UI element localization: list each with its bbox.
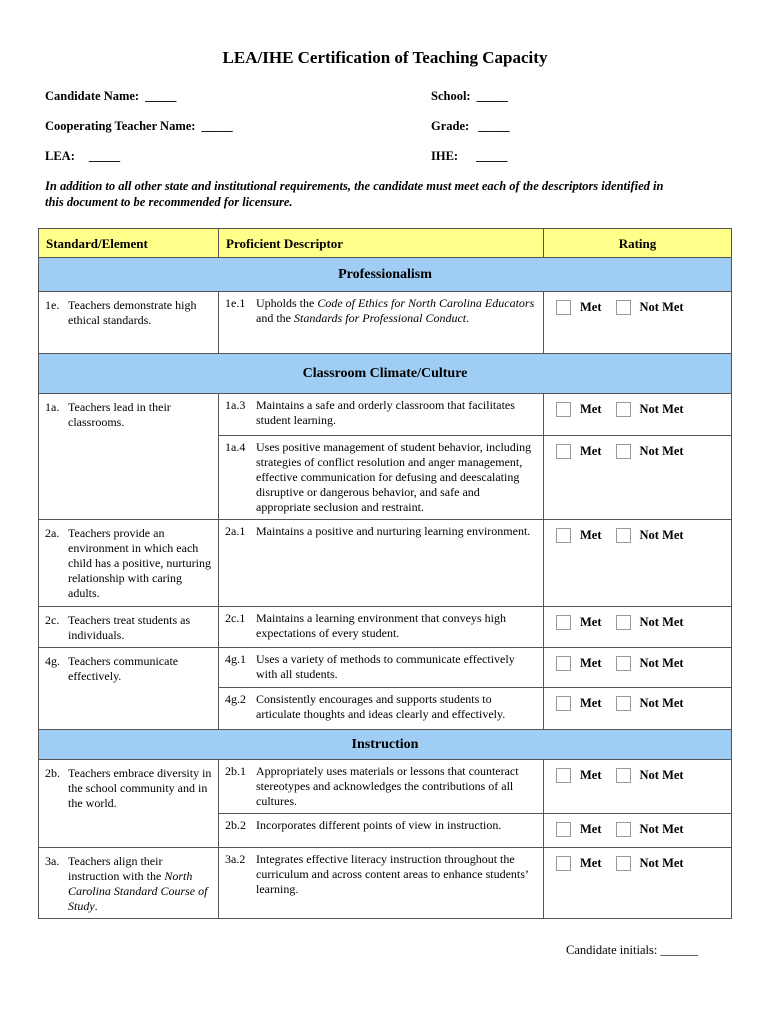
section-climate bbox=[39, 354, 732, 394]
met-label: Met bbox=[580, 300, 602, 314]
descriptor-header: Proficient Descriptor bbox=[219, 229, 544, 258]
rating-cell bbox=[544, 760, 732, 814]
cooperating-teacher-label: Cooperating Teacher Name: bbox=[45, 119, 196, 133]
not-met-label: Not Met bbox=[639, 300, 684, 314]
descriptor-text: Maintains a learning environment that conveys high expectations of every student. bbox=[256, 611, 506, 640]
candidate-name-field bbox=[45, 89, 176, 104]
not-met-label: Not Met bbox=[639, 444, 684, 458]
standard-text: Teachers align their instruction with the North Carolina Standard Course of Study. bbox=[68, 854, 208, 913]
descriptor-text: Consistently encourages and supports students to articulate thoughts and ideas clearly and effectively. bbox=[256, 692, 506, 721]
standard-code: 2b. bbox=[45, 766, 60, 780]
met-checkbox[interactable] bbox=[556, 615, 571, 630]
descriptor-code: 1e.1 bbox=[225, 296, 246, 310]
not-met-checkbox[interactable] bbox=[616, 696, 631, 711]
section-title: Professionalism bbox=[39, 258, 732, 292]
school-input[interactable]: _____ bbox=[476, 89, 508, 103]
standard-cell bbox=[39, 760, 219, 848]
met-checkbox[interactable] bbox=[556, 528, 571, 543]
initials-input[interactable]: ______ bbox=[660, 943, 698, 957]
standard-code: 2c. bbox=[45, 613, 60, 627]
descriptor-cell bbox=[219, 607, 544, 648]
table-row bbox=[39, 760, 732, 814]
not-met-label: Not Met bbox=[639, 402, 684, 416]
not-met-checkbox[interactable] bbox=[616, 300, 631, 315]
standard-text: Teachers treat students as individuals. bbox=[68, 613, 191, 642]
ihe-label: IHE: bbox=[431, 149, 459, 163]
table-row bbox=[39, 292, 732, 354]
standard-text: Teachers provide an environment in which each child has a positive, nurturing relationship with caring adults. bbox=[68, 526, 211, 600]
lea-input[interactable]: _____ bbox=[88, 149, 121, 163]
table-row bbox=[39, 648, 732, 688]
descriptor-code: 4g.1 bbox=[225, 652, 246, 666]
cooperating-teacher-input[interactable]: _____ bbox=[201, 119, 233, 133]
rating-cell bbox=[544, 292, 732, 354]
not-met-checkbox[interactable] bbox=[616, 656, 631, 671]
standard-code: 3a. bbox=[45, 854, 60, 868]
school-field bbox=[431, 89, 508, 104]
not-met-label: Not Met bbox=[639, 615, 684, 629]
descriptor-cell bbox=[219, 436, 544, 520]
section-instruction bbox=[39, 730, 732, 760]
standard-cell bbox=[39, 848, 219, 919]
standard-text: Teachers lead in their classrooms. bbox=[68, 400, 171, 429]
rating-cell bbox=[544, 436, 732, 520]
descriptor-code: 3a.2 bbox=[225, 852, 246, 866]
met-checkbox[interactable] bbox=[556, 696, 571, 711]
standard-cell bbox=[39, 394, 219, 520]
rating-cell bbox=[544, 814, 732, 848]
standard-cell bbox=[39, 292, 219, 354]
met-checkbox[interactable] bbox=[556, 402, 571, 417]
cooperating-teacher-field bbox=[45, 119, 233, 134]
table-row bbox=[39, 848, 732, 919]
met-checkbox[interactable] bbox=[556, 300, 571, 315]
met-label: Met bbox=[580, 528, 602, 542]
descriptor-code: 2c.1 bbox=[225, 611, 246, 625]
standard-code: 1a. bbox=[45, 400, 60, 414]
descriptor-cell bbox=[219, 292, 544, 354]
descriptor-code: 2a.1 bbox=[225, 524, 246, 538]
grade-label: Grade: bbox=[431, 119, 470, 133]
met-label: Met bbox=[580, 402, 602, 416]
descriptor-code: 2b.2 bbox=[225, 818, 246, 832]
descriptor-cell bbox=[219, 760, 544, 814]
table-row bbox=[39, 520, 732, 607]
descriptor-text: Maintains a safe and orderly classroom that facilitates student learning. bbox=[256, 398, 515, 427]
not-met-checkbox[interactable] bbox=[616, 402, 631, 417]
rating-cell bbox=[544, 648, 732, 688]
not-met-label: Not Met bbox=[639, 696, 684, 710]
met-label: Met bbox=[580, 656, 602, 670]
met-label: Met bbox=[580, 768, 602, 782]
standard-cell bbox=[39, 648, 219, 730]
met-label: Met bbox=[580, 696, 602, 710]
descriptor-text: Maintains a positive and nurturing learning environment. bbox=[256, 524, 531, 538]
not-met-label: Not Met bbox=[639, 528, 684, 542]
not-met-checkbox[interactable] bbox=[616, 856, 631, 871]
not-met-label: Not Met bbox=[639, 822, 684, 836]
met-label: Met bbox=[580, 822, 602, 836]
not-met-label: Not Met bbox=[639, 768, 684, 782]
school-label: School: bbox=[431, 89, 471, 103]
descriptor-code: 2b.1 bbox=[225, 764, 246, 778]
lea-field bbox=[45, 149, 120, 164]
rating-cell bbox=[544, 394, 732, 436]
section-professionalism bbox=[39, 258, 732, 292]
standard-code: 4g. bbox=[45, 654, 60, 668]
met-label: Met bbox=[580, 856, 602, 870]
grade-input[interactable]: _____ bbox=[478, 119, 510, 133]
not-met-label: Not Met bbox=[639, 656, 684, 670]
met-label: Met bbox=[580, 444, 602, 458]
descriptor-text: Uses positive management of student behavior, including strategies of conflict resolution and anger management, effective communication for defusing and deescalating disruptive or dangerous behavior, and safe and appropriate seclusion and restraint. bbox=[256, 440, 532, 514]
section-title: Instruction bbox=[39, 730, 732, 760]
page-title: LEA/IHE Certification of Teaching Capacity bbox=[222, 48, 548, 67]
ihe-input[interactable]: _____ bbox=[476, 149, 508, 163]
table-row bbox=[39, 607, 732, 648]
standard-text: Teachers demonstrate high ethical standards. bbox=[68, 298, 197, 327]
lea-label: LEA: bbox=[45, 149, 75, 163]
table-row bbox=[39, 394, 732, 436]
descriptor-cell bbox=[219, 848, 544, 919]
certification-table bbox=[38, 228, 732, 919]
met-label: Met bbox=[580, 615, 602, 629]
met-checkbox[interactable] bbox=[556, 822, 571, 837]
ihe-field bbox=[431, 149, 507, 164]
section-title: Classroom Climate/Culture bbox=[39, 354, 732, 394]
initials-label: Candidate initials: bbox=[566, 943, 658, 957]
descriptor-text: Appropriately uses materials or lessons that counteract stereotypes and acknowledges the contributions of all cultures. bbox=[256, 764, 519, 808]
met-checkbox[interactable] bbox=[556, 856, 571, 871]
standard-text: Teachers communicate effectively. bbox=[68, 654, 179, 683]
not-met-label: Not Met bbox=[639, 856, 684, 870]
intro-text: In addition to all other state and institutional requirements, the candidate must meet each of the descriptors identified in this document to be recommended for licensure. bbox=[45, 179, 664, 209]
standard-cell bbox=[39, 520, 219, 607]
table-header-row bbox=[39, 229, 732, 258]
grade-field bbox=[431, 119, 509, 134]
standard-cell bbox=[39, 607, 219, 648]
descriptor-text: Integrates effective literacy instruction throughout the curriculum and across content areas to enhance students’ learning. bbox=[256, 852, 529, 896]
rating-cell bbox=[544, 848, 732, 919]
met-checkbox[interactable] bbox=[556, 444, 571, 459]
standard-text: Teachers embrace diversity in the school community and in the world. bbox=[68, 766, 212, 810]
candidate-initials bbox=[566, 943, 698, 958]
not-met-checkbox[interactable] bbox=[616, 615, 631, 630]
met-checkbox[interactable] bbox=[556, 768, 571, 783]
not-met-checkbox[interactable] bbox=[616, 528, 631, 543]
descriptor-cell bbox=[219, 520, 544, 607]
standard-header: Standard/Element bbox=[39, 229, 219, 258]
rating-cell bbox=[544, 520, 732, 607]
rating-cell bbox=[544, 688, 732, 730]
descriptor-text: Incorporates different points of view in instruction. bbox=[256, 818, 502, 832]
standard-code: 1e. bbox=[45, 298, 60, 312]
not-met-checkbox[interactable] bbox=[616, 444, 631, 459]
descriptor-cell bbox=[219, 394, 544, 436]
not-met-checkbox[interactable] bbox=[616, 768, 631, 783]
rating-header: Rating bbox=[544, 229, 732, 258]
descriptor-code: 1a.3 bbox=[225, 398, 246, 412]
descriptor-cell bbox=[219, 688, 544, 730]
standard-code: 2a. bbox=[45, 526, 60, 540]
met-checkbox[interactable] bbox=[556, 656, 571, 671]
rating-cell bbox=[544, 607, 732, 648]
descriptor-code: 1a.4 bbox=[225, 440, 246, 454]
descriptor-cell bbox=[219, 814, 544, 848]
not-met-checkbox[interactable] bbox=[616, 822, 631, 837]
descriptor-code: 4g.2 bbox=[225, 692, 246, 706]
candidate-name-label: Candidate Name: bbox=[45, 89, 140, 103]
descriptor-text: Uses a variety of methods to communicate effectively with all students. bbox=[256, 652, 515, 681]
descriptor-cell bbox=[219, 648, 544, 688]
candidate-name-input[interactable]: _____ bbox=[145, 89, 177, 103]
descriptor-text: Upholds the Code of Ethics for North Carolina Educators and the Standards for Professional Conduct. bbox=[256, 296, 535, 325]
